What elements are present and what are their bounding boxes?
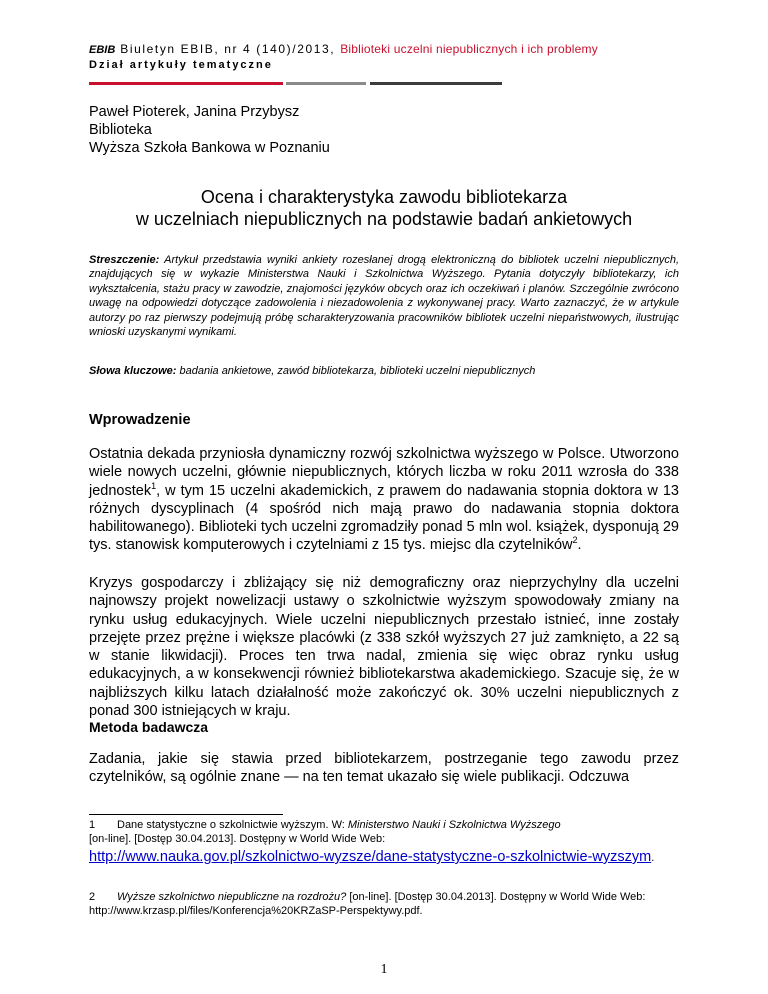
footnote-1-mark: 1 [89,819,96,831]
footnote-2 [89,890,679,918]
footnote-1-end: . [651,852,655,864]
footnote-ref-1[interactable]: 1 [151,480,157,491]
header-rule-gray [286,82,366,85]
footnote-1-text-a: Dane statystyczne o szkolnictwie wyższym. W: [117,819,348,831]
page-number: 1 [380,962,388,977]
paragraph-1-text-b: , w tym 15 uczelni akademickich, z prawem do nadawania stopnia doktora w 13 różnych dyscyplinach (4 spośród nich mają prawo do nadawania stopnia doktora habilitowanego). Biblioteki tych uczelni zgromadziły ponad 5 mln wol. książek, dysponują 29 tys. stanowisk komputerowych i czytelniami z 15 tys. miejsc dla czytelników [89,482,679,554]
footnote-2-text: [on-line]. [Dostęp 30.04.2013]. Dostępny w World Wide Web: http://www.krzasp.pl/files/Konferencja%20KRZaSP-Perspektywy.pdf. [89,891,646,917]
footnote-1-source: Ministerstwo Nauki i Szkolnictwa Wyższego [347,819,561,831]
issue-topic: Biblioteki uczelni niepublicznych i ich problemy [340,42,598,56]
header-line-1 [89,42,689,56]
journal-name: Biuletyn EBIB, nr 4 (140)/2013, [120,42,336,56]
author-institution: Wyższa Szkoła Bankowa w Poznaniu [89,140,330,156]
header-rule-dark [370,82,502,85]
title-line-1: Ocena i charakterystyka zawodu bibliotekarza [200,187,568,207]
footnote-separator [89,814,283,815]
footnote-2-mark: 2 [89,891,96,903]
title-line-2: w uczelniach niepublicznych na podstawie badań ankietowych [135,209,633,229]
running-header [89,42,689,71]
keywords-text: badania ankietowe, zawód bibliotekarza, biblioteki uczelni niepublicznych [179,365,536,377]
abstract [89,253,679,339]
footnote-1-text-b: [on-line]. [Dostęp 30.04.2013]. Dostępny w World Wide Web: [89,833,386,845]
paragraph-1 [89,445,679,555]
footnote-2-source: Wyższe szkolnictwo niepubliczne na rozdrożu? [117,891,347,903]
paragraph-3: Zadania, jakie się stawia przed bibliotekarzem, postrzeganie tego zawodu przez czytelników, są ogólnie znane — na ten temat ukazało się wiele publikacji. Odczuwa [89,751,679,786]
abstract-label: Streszczenie: [89,254,160,266]
footnote-ref-2[interactable]: 2 [572,535,578,546]
author-names: Paweł Pioterek, Janina Przybysz [89,104,300,120]
heading-method: Metoda badawcza [89,719,209,735]
ebib-logo: EBIB [89,44,116,56]
abstract-text: Artykuł przedstawia wyniki ankiety rozesłanej drogą elektroniczną do bibliotek uczelni niepublicznych, znajdujących się w wykazie Ministerstwa Nauki i Szkolnictwa Wyższego. Pytania dotyczyły bibliotekarzy, ich wykształcenia, stażu pracy w zawodzie, znajomości języków obcych oraz ich oczekiwań i planów. Szczególnie zwrócono uwagę na odpowiedzi dotyczące zadowolenia i niezadowolenia z wykonywanej pracy. Warto zaznaczyć, że w artykule autorzy po raz pierwszy podejmują próbę scharakteryzowania pracowników bibliotek uczelni niepaństwowych, ilustrując wnioski uzyskanymi wynikami. [89,254,679,339]
section-name: Dział artykuły tematyczne [89,59,273,71]
article-title [89,186,679,230]
author-block [89,103,330,157]
paragraph-1-text-a: Ostatnia dekada przyniosła dynamiczny rozwój szkolnictwa wyższego w Polsce. Utworzono wiele nowych uczelni, głównie niepublicznych, których liczba w roku 2011 wzrosła do 338 jednostek [89,446,679,499]
header-rule-red [89,82,283,85]
author-unit: Biblioteka [89,122,152,138]
keywords [89,364,679,378]
heading-introduction: Wprowadzenie [89,412,191,428]
keywords-label: Słowa kluczowe: [89,365,177,377]
paragraph-1-text-c: . [577,537,582,554]
footnote-1-link[interactable]: http://www.nauka.gov.pl/szkolnictwo-wyzsze/dane-statystyczne-o-szkolnictwie-wyzszym [89,849,652,865]
footnote-1 [89,818,679,865]
paragraph-2: Kryzys gospodarczy i zbliżający się niż demograficzny oraz nieprzychylny dla uczelni najnowszy projekt nowelizacji ustawy o szkolnictwie wyższym spowodowały zmiany na rynku usług edukacyjnych. Wiele uczelni niepublicznych przestało istnieć, inne zostały przejęte przez prężne i większe placówki (z 338 szkół wyższych 27 już zamknięto, a 22 są w stanie likwidacji). Proces ten trwa nadal, zmienia się więc obraz rynku usług edukacyjnych, a w konsekwencji również bibliotekarstwa akademickiego. Szacuje się, że w najbliższych kilku latach działalność może zakończyć ok. 30% uczelni niepublicznych z ponad 300 istniejących w kraju. [89,575,679,720]
